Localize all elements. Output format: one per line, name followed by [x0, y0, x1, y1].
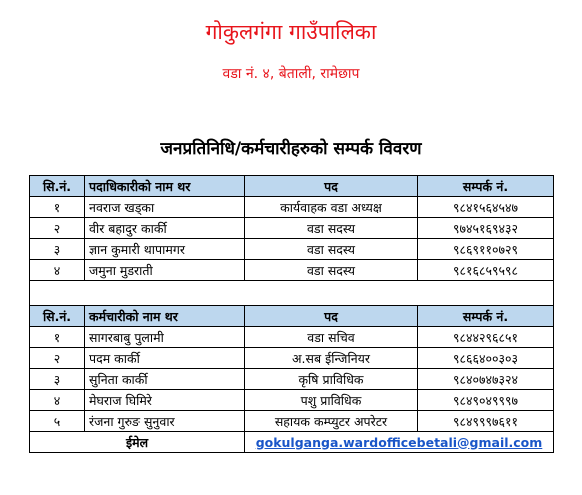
- table-row: [30, 327, 554, 348]
- name-cell: रंजना गुरुङ सुनुवार: [85, 411, 245, 432]
- sn-cell: १: [30, 197, 85, 218]
- table-row: [30, 197, 554, 218]
- staff-header-row: [30, 306, 554, 327]
- municipality-title: गोकुलगंगा गाउँपालिका: [205, 20, 377, 44]
- post-header: पद: [245, 306, 418, 327]
- name-cell: जमुना मुडराती: [85, 260, 245, 281]
- contact-table: [29, 175, 554, 453]
- ward-address: वडा नं. ४, बेताली, रामेछाप: [222, 66, 360, 82]
- table-row: [30, 411, 554, 432]
- post-cell: वडा सदस्य: [245, 239, 418, 260]
- name-header: कर्मचारीको नाम थर: [85, 306, 245, 327]
- sn-cell: ३: [30, 369, 85, 390]
- sn-cell: ४: [30, 390, 85, 411]
- contact-cell: ९८६९११०७२९: [418, 239, 554, 260]
- post-cell: वडा सदस्य: [245, 218, 418, 239]
- representatives-header-row: [30, 176, 554, 197]
- section-spacer-row: [30, 281, 554, 306]
- contact-header: सम्पर्क नं.: [418, 176, 554, 197]
- name-header: पदाधिकारीको नाम थर: [85, 176, 245, 197]
- table-row: [30, 369, 554, 390]
- name-cell: मेघराज घिमिरे: [85, 390, 245, 411]
- name-cell: सुनिता कार्की: [85, 369, 245, 390]
- table-row: [30, 260, 554, 281]
- post-cell: कार्यवाहक वडा अध्यक्ष: [245, 197, 418, 218]
- sn-cell: ५: [30, 411, 85, 432]
- contact-cell: ९८१६८५९५९८: [418, 260, 554, 281]
- sn-header: सि.नं.: [30, 306, 85, 327]
- table-row: [30, 348, 554, 369]
- sn-cell: २: [30, 218, 85, 239]
- contact-cell: ९८४०७४७३२४: [418, 369, 554, 390]
- contact-cell: ९८६६४००३०३: [418, 348, 554, 369]
- contact-cell: ९८४१५६४५४७: [418, 197, 554, 218]
- post-cell: कृषि प्राविधिक: [245, 369, 418, 390]
- page-title: जनप्रतिनिधि/कर्मचारीहरुको सम्पर्क विवरण: [160, 139, 422, 159]
- table-row: [30, 390, 554, 411]
- sn-cell: ३: [30, 239, 85, 260]
- contact-cell: ९८४९०४९९९७: [418, 390, 554, 411]
- contact-header: सम्पर्क नं.: [418, 306, 554, 327]
- post-cell: अ.सब ईन्जिनियर: [245, 348, 418, 369]
- email-label: ईमेल: [30, 432, 245, 453]
- name-cell: ज्ञान कुमारी थापामगर: [85, 239, 245, 260]
- table-row: [30, 239, 554, 260]
- sn-header: सि.नं.: [30, 176, 85, 197]
- email-link[interactable]: gokulganga.wardofficebetali@gmail.com: [255, 434, 543, 450]
- post-header: पद: [245, 176, 418, 197]
- name-cell: सागरबाबु पुलामी: [85, 327, 245, 348]
- table-row: [30, 218, 554, 239]
- post-cell: पशु प्राविधिक: [245, 390, 418, 411]
- email-row: [30, 432, 554, 453]
- sn-cell: २: [30, 348, 85, 369]
- contact-cell: ९७४५१६९४३२: [418, 218, 554, 239]
- name-cell: नवराज खड्का: [85, 197, 245, 218]
- post-cell: वडा सचिव: [245, 327, 418, 348]
- contact-cell: ९८४४२९६८५१: [418, 327, 554, 348]
- sn-cell: १: [30, 327, 85, 348]
- name-cell: पदम कार्की: [85, 348, 245, 369]
- contact-cell: ९८४९९९७६११: [418, 411, 554, 432]
- email-cell: [245, 432, 554, 453]
- spacer-cell: [30, 281, 554, 306]
- post-cell: सहायक कम्प्युटर अपरेटर: [245, 411, 418, 432]
- name-cell: वीर बहादुर कार्की: [85, 218, 245, 239]
- post-cell: वडा सदस्य: [245, 260, 418, 281]
- sn-cell: ४: [30, 260, 85, 281]
